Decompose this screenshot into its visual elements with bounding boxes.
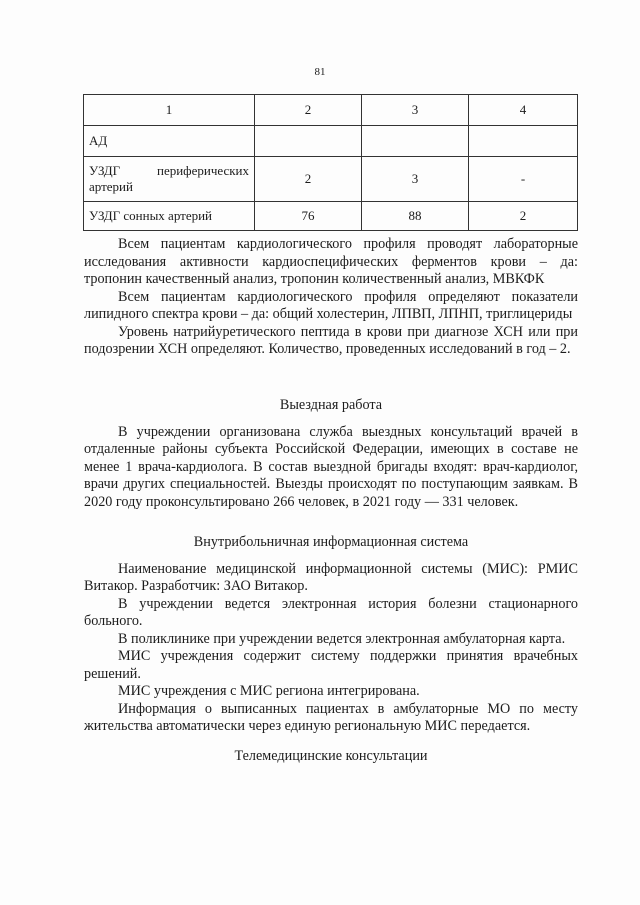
table-row [84,126,578,157]
table-header-cell: 3 [362,95,469,126]
text-block-lab [84,236,578,359]
data-table [83,94,578,231]
paragraph: В поликлинике при учреждении ведется электронная амбулаторная карта. [118,630,566,647]
table-cell [362,126,469,157]
table-cell [255,126,362,157]
page-number: 81 [314,66,326,78]
table-cell-label: АД [84,126,255,157]
table-row [84,202,578,231]
section-heading: Выездная работа [279,397,383,413]
text-block-outreach [84,397,578,511]
section-heading: Внутрибольничная информационная система [193,534,469,550]
table-row [84,157,578,202]
text-block-mis [84,534,578,765]
table-cell: 76 [255,202,362,231]
paragraph: Всем пациентам кардиологического профиля проводят лабораторные исследования активности кардиоспецифических ферментов крови – да: тропонин качественный анализ, тропонин количественный анализ, МВКФК [84,236,578,287]
table-cell-label-part: артерий [89,179,133,194]
paragraph: Уровень натрийуретического пептида в крови при диагнозе ХСН или при подозрении ХСН определяют. Количество, проведенных исследований в год – 2. [84,323,578,357]
table-cell: - [469,157,578,202]
table-cell-label: УЗДГ сонных артерий [84,202,255,231]
paragraph: Наименование медицинской информационной системы (МИС): РМИС Витакор. Разработчик: ЗАО Витакор. [84,560,578,594]
paragraph: В учреждении ведется электронная история болезни стационарного больного. [84,595,578,629]
table-cell: 88 [362,202,469,231]
table-header-cell: 2 [255,95,362,126]
paragraph: В учреждении организована служба выездных консультаций врачей в отдаленные районы субъекта Российской Федерации, имеющих в составе не менее 1 врача-кардиолога. В состав выездной бригады входят: врач-кардиолог, врачи других специальностей. Выезды происходят по поступающим заявкам. В 2020 году проконсультировано 266 человек, в 2021 году — 331 человек. [84,423,578,510]
paragraph: Всем пациентам кардиологического профиля определяют показатели липидного спектра крови – да: общий холестерин, ЛПВП, ЛПНП, триглицериды [84,288,578,322]
table-header-cell: 1 [84,95,255,126]
paragraph: МИС учреждения с МИС региона интегрирована. [118,683,420,699]
table-cell: 2 [469,202,578,231]
table-header-row [84,95,578,126]
table-cell: 3 [362,157,469,202]
table-cell-label-part: периферических [156,163,249,178]
section-heading: Телемедицинские консультации [234,747,428,764]
table-header-cell: 4 [469,95,578,126]
table-cell [469,126,578,157]
paragraph: Информация о выписанных пациентах в амбулаторные МО по месту жительства автоматически через единую региональную МИС передается. [84,700,578,734]
table-cell-label [84,157,255,202]
table-cell-label-part: УЗДГ [89,163,121,178]
table-cell: 2 [255,157,362,202]
paragraph: МИС учреждения содержит систему поддержки принятия врачебных решений. [84,648,578,682]
